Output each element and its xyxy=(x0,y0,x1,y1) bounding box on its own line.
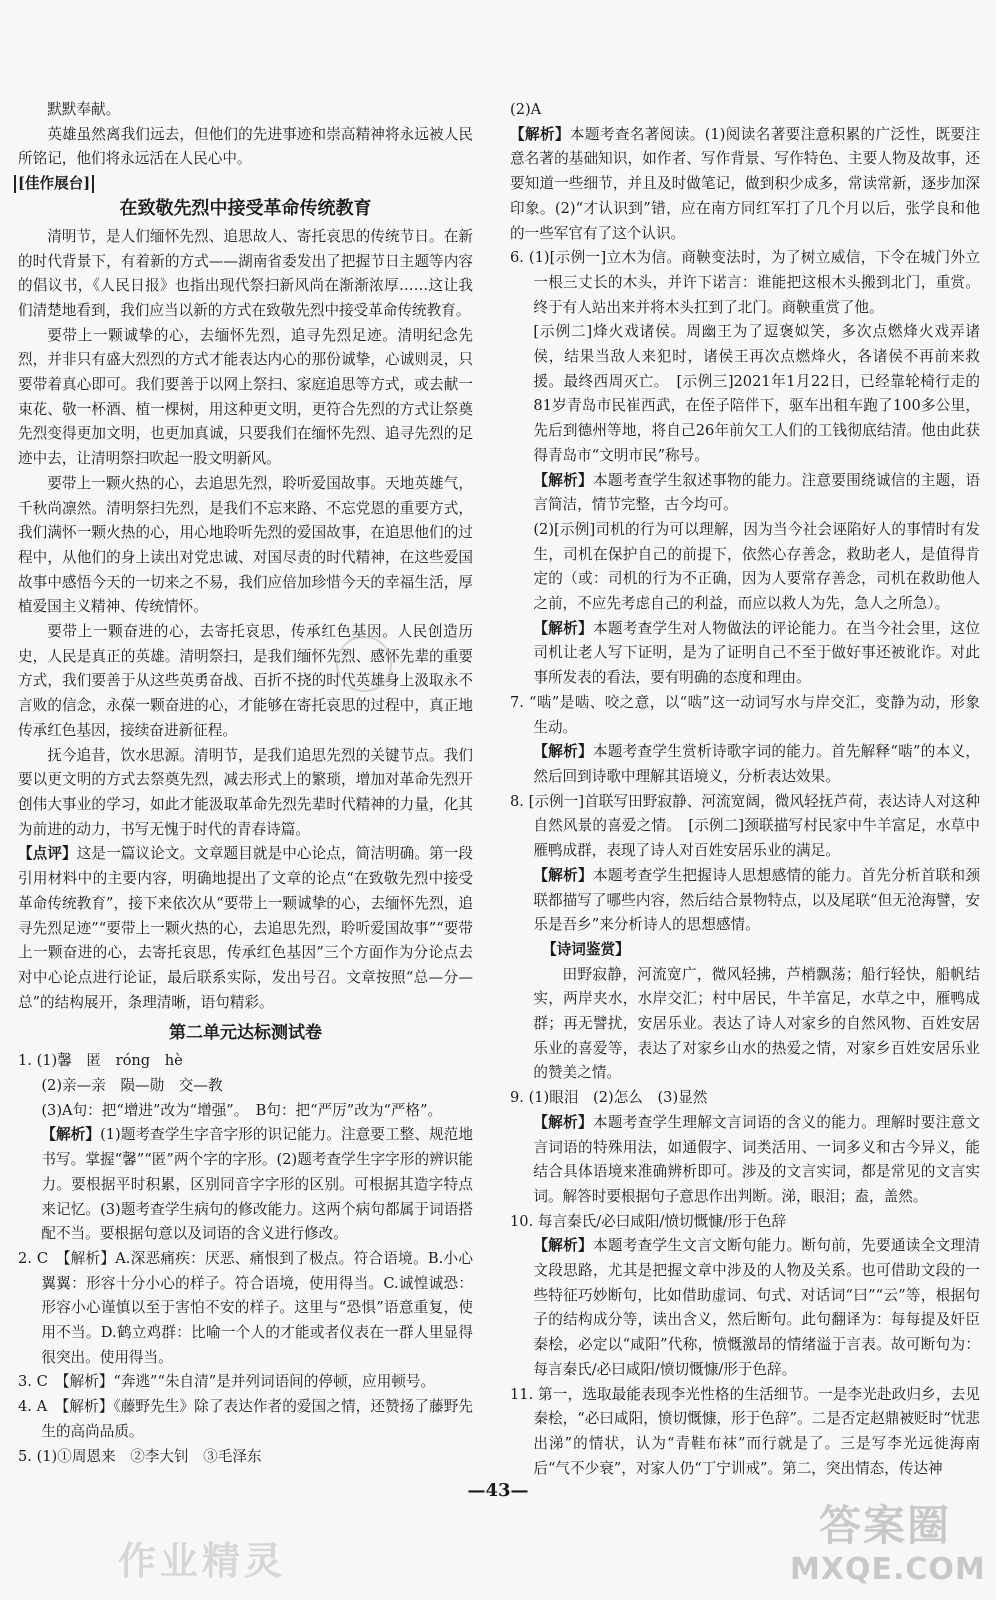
essay-paragraph: 清明节，是人们缅怀先烈、追思故人、寄托哀思的传统节日。在新的时代背景下，有着新的方式——湖南省委发出了把握节日主题等内容的倡议书，《人民日报》也指出现代祭扫新风尚在渐渐浓厚……这让我们清楚地看到，我们应当以新的方式在致敬先烈中接受革命传统教育。 xyxy=(18,227,473,319)
essay-paragraph: 要带上一颗火热的心，去追思先烈，聆听爱国故事。天地英雄气，千秋尚凛然。清明祭扫先烈，是我们不忘来路、不忘党恩的重要方式，我们满怀一颗火热的心，用心地聆听先烈的爱国故事，在追思他们的过程中，从他们的身上读出对党忠诚、对国尽责的时代精神，在这些爱国故事中感悟今天的一切来之不易，我们应倍加珍惜今天的幸福生活，厚植爱国主义精神、传统情怀。 xyxy=(18,474,473,616)
comment xyxy=(18,842,473,1015)
q7-analysis-text: 本题考查学生赏析诗歌字词的能力。首先解释“啮”的本义，然后回到诗歌中理解其语境义，分析表达效果。 xyxy=(533,743,980,785)
q6-examples: [示例二]烽火戏诸侯。周幽王为了逗褒姒笑，多次点燃烽火戏弄诸侯，结果当敌人来犯时，诸侯王再次点燃烽火，各诸侯不再前来救援。最终西周灭亡。 [示例三]2021年1月22日，已经靠轮椅行走的81岁青岛市民崔西武，在侄子陪伴下，驱车出租车跑了100多公里，先后到德州等地，将自己26年前欠工人们的工钱彻底结清。他由此获得青岛市“文明市民”称号。 xyxy=(533,323,980,464)
intro-line-1: 默默奉献。 xyxy=(47,101,121,118)
q2: 2. C 【解析】A.深恶痛疾：厌恶、痛恨到了极点。符合语境。B.小心翼翼：形容十分小心的样子。符合语境，使用得当。C.诚惶诚恐：形容小心谨慎以至于害怕不安的样子。这里与“恐惧”语意重复，使用不当。D.鹤立鸡群：比喻一个人的才能或者仪表在一群人里显得很突出。使用得当。 xyxy=(18,1249,473,1366)
page-number: —43— xyxy=(467,1480,529,1501)
q1-line: 1. (1)馨 匿 róng hè xyxy=(18,1052,183,1070)
q5-2: (2)A xyxy=(510,101,542,118)
q7: 7. “啮”是啮、咬之意，以“啮”这一动词写水与岸交汇，变静为动，形象生动。 xyxy=(510,693,980,736)
q1-analysis-text: (1)题考查学生字音字形的识记能力。注意要工整、规范地书写。掌握“馨”“匿”两个字的字形。(2)题考查学生字字形的辨识能力。要根据平时积累，区别同音字字形的区别。可根据其造字特点来记忆。(3)题考查学生病句的修改能力。这两个病句都属于词语搭配不当。要根据句意以及词语的含义进行修改。 xyxy=(41,1126,473,1243)
left-column xyxy=(18,98,473,1469)
intro-line-2: 英雄虽然离我们远去，但他们的先进事迹和崇高精神将永远被人民所铭记，他们将永远活在人民心中。 xyxy=(18,125,473,168)
q1-line: (2)亲—亲 陨—勋 交—教 xyxy=(41,1077,223,1095)
q10: 10. 每言秦氏/必曰咸阳/愤切慨慷/形于色辞 xyxy=(510,1212,787,1230)
essay-paragraph: 要带上一颗奋进的心，去寄托哀思，传承红色基因。人民创造历史，人民是真正的英雄。清明祭扫，是我们缅怀先烈、感怀先辈的重要方式，我们要善于从这些英勇奋战、百折不挠的时代英雄身上汲取永不言败的信念，永葆一颗奋进的心，才能够在寄托哀思的过程中，真正地传承红色基因，接续奋进新征程。 xyxy=(18,623,473,739)
q9-analysis-text: 本题考查学生理解文言词语的含义的能力。理解时要注意文言词语的特殊用法，如通假字、词类活用、一词多义和古今异义，能结合具体语境来准确辨析即可。涉及的文言实词，都是常见的文言实词。解答时要根据句子意思作出判断。涕，眼泪；盍，盖然。 xyxy=(533,1113,980,1205)
comment-tag: 【点评】 xyxy=(18,845,77,863)
comment-text: 这是一篇议论文。文章题目就是中心论点，简洁明确。第一段引用材料中的主要内容，明确地提出了文章的论点“在致敬先烈中接受革命传统教育”，接下来依次从“要带上一颗诚挚的心，去缅怀先烈，追寻先烈足迹”“要带上一颗火热的心，去追思先烈，聆听爱国故事”“要带上一颗奋进的心，去寄托哀思，传承红色基因”三个方面作为分论点去对中心论点进行论证，最后联系实际，发出号召。文章按照“总—分—总”的结构展开，条理清晰，语句精彩。 xyxy=(18,845,473,1011)
essay-paragraph: 抚今追昔，饮水思源。清明节，是我们追思先烈的关键节点。我们要以更文明的方式去祭奠先烈，减去形式上的繁琐，增加对革命先烈开创伟大事业的学习，如此才能汲取革命先烈先辈时代精神的力量，化其为前进的动力，书写无愧于时代的青春诗篇。 xyxy=(18,746,473,838)
q5-analysis-text: 本题考查名著阅读。(1)阅读名著要注意积累的广泛性，既要注意名著的基础知识，如作者、写作背景、写作特色、主要人物及故事，还要知道一些细节，并且及时做笔记，做到积少成多，常读常新，逐步加深印象。(2)“才认识到”错，应在南方同红军打了几个月以后，张学良和他的一些军官有了这个认识。 xyxy=(510,125,980,242)
q1-line: (3)A句：把“增进”改为“增强”。 B句：把“严厉”改为“严格”。 xyxy=(41,1101,443,1119)
q8-analysis xyxy=(510,864,980,938)
q5-analysis-tag: 【解析】 xyxy=(510,125,570,143)
q5-analysis xyxy=(510,123,980,247)
unit-title: 第二单元达标测试卷 xyxy=(169,1023,322,1044)
q6: 6. (1)[示例一]立木为信。商鞅变法时，为了树立威信，下令在城门外立一根三丈长的木头，并许下诺言：谁能把这根木头搬到北门，重赏。终于有人站出来并将木头扛到了北门。商鞅重赏了他。 xyxy=(510,249,980,316)
q6-analysis xyxy=(510,469,980,518)
q6-analysis-tag: 【解析】 xyxy=(533,471,593,489)
q8-analysis-tag: 【解析】 xyxy=(533,866,593,884)
q9-analysis-tag: 【解析】 xyxy=(533,1113,593,1131)
right-column xyxy=(510,98,980,1481)
q6-2-analysis-text: 本题考查学生对人物做法的评论能力。在当今社会里，这位司机让老人写下证明，是为了证明自己不至于做好事还被讹诈。对此事所发表的看法，要有明确的态度和理由。 xyxy=(533,619,980,687)
q5: 5. (1)①周恩来 ②李大钊 ③毛泽东 xyxy=(18,1447,262,1465)
q11: 11. 第一，选取最能表现李光性格的生活细节。一是李光赴政归乡，去见秦桧，“必曰咸阳，愤切慨慷，形于色辞”。二是否定赵鼎被贬时“忧悲出涕”的情状，认为“青鞋布袜”而行就是了。三是写李光远徙海南后“气不少衰”，对家人仍“丁宁训戒”。第二，突出情态，传达神 xyxy=(510,1385,980,1477)
q1-analysis xyxy=(18,1123,473,1247)
essay-paragraph: 要带上一颗诚挚的心，去缅怀先烈，追寻先烈足迹。清明纪念先烈，并非只有盛大烈烈的方式才能表达内心的那份诚挚，心诚则灵，只要带着真心即可。我们要善于以网上祭扫、家庭追思等方式，或去献一束花、敬一杯酒、植一棵树，用这种更文明，更符合先烈的方式让祭奠先烈变得更加文明，也更加真诚，只要我们在缅怀先烈、追寻先烈的足迹中去，让清明祭扫吹起一股文明新风。 xyxy=(18,326,473,468)
poem-appreciation: 田野寂静，河流宽广，微风轻拂，芦梢飘荡；船行轻快，船帆结实，两岸夹水，水岸交汇；村中居民，牛羊富足，水草之中，雁鸭成群；再无譬扰，安居乐业。表达了诗人对家乡的自然风物、百姓安居乐业的喜爱等，表达了对家乡山水的热爱之情，对家乡百姓安居乐业的赞美之情。 xyxy=(533,965,980,1082)
q8: 8. [示例一]首联写田野寂静、河流宽阔，微风轻抚芦荷，表达诗人对这种自然风景的喜爱之情。 [示例二]颈联描写村民家中牛羊富足，水草中雁鸭成群，表现了诗人对百姓安居乐业的满足。 xyxy=(510,792,980,860)
stamp-mark xyxy=(336,636,392,692)
q1-analysis-tag: 【解析】 xyxy=(41,1126,101,1144)
poem-heading xyxy=(510,938,980,963)
watermark-right-en: MXQE.COM xyxy=(790,1552,986,1587)
q9: 9. (1)眼泪 (2)怎么 (3)显然 xyxy=(510,1089,708,1107)
q10-analysis-text: 本题考查学生文言文断句能力。断句前，先要通读全文理清文段思路，尤其是把握文章中涉及的人物及关系。也可借助文段的一些特征巧妙断句，比如借助虚词、句式、对话词“曰”“云”等，根据句子的结构成分等，读出含义，然后断句。此句翻译为：每每提及奸臣秦桧，必定以“咸阳”代称，愤慨激昂的情绪溢于言表。故可断句为：每言秦氏/必曰咸阳/愤切慨慷/形于色辞。 xyxy=(533,1237,980,1378)
q7-analysis-tag: 【解析】 xyxy=(533,743,593,761)
watermark-right-cn: 答案圈 xyxy=(818,1501,951,1550)
q8-analysis-text: 本题考查学生把握诗人思想感情的能力。首先分析首联和颈联都描写了哪些内容，然后结合景物特点，以及尾联“但无沧海譬，安乐是吾乡”来分析诗人的思想感情。 xyxy=(533,866,980,934)
essay-title: 在致敬先烈中接受革命传统教育 xyxy=(119,197,372,219)
watermark-left: 作业精灵 xyxy=(118,1539,287,1583)
q9-analysis xyxy=(510,1111,980,1210)
q4: 4. A 【解析】《藤野先生》除了表达作者的爱国之情，还赞扬了藤野先生的高尚品质。 xyxy=(18,1398,473,1440)
watermark-right xyxy=(790,1500,986,1596)
q6-2-analysis xyxy=(510,617,980,691)
q7-analysis xyxy=(510,740,980,789)
q10-analysis xyxy=(510,1234,980,1382)
q6-2: (2)[示例]司机的行为可以理解，因为当今社会诬陷好人的事情时有发生，司机在保护自己的前提下，依然心存善念，救助老人，是值得肯定的（或：司机的行为不正确，因为人要常存善念，司机在救助他人之前，不应先考虑自己的利益，而应以救人为先，急人之所急）。 xyxy=(533,520,980,613)
poem-heading-text: 【诗词鉴赏】 xyxy=(542,940,630,958)
q3: 3. C 【解析】“奔逃”“朱自清”是并列词语间的停顿，应用顿号。 xyxy=(18,1373,436,1391)
q6-2-analysis-tag: 【解析】 xyxy=(533,619,593,637)
q10-analysis-tag: 【解析】 xyxy=(533,1237,593,1255)
section-label: [佳作展台] xyxy=(14,175,94,193)
q6-analysis-text: 本题考查学生叙述事物的能力。注意要围绕诚信的主题，语言简洁，情节完整，古今均可。 xyxy=(533,471,980,514)
